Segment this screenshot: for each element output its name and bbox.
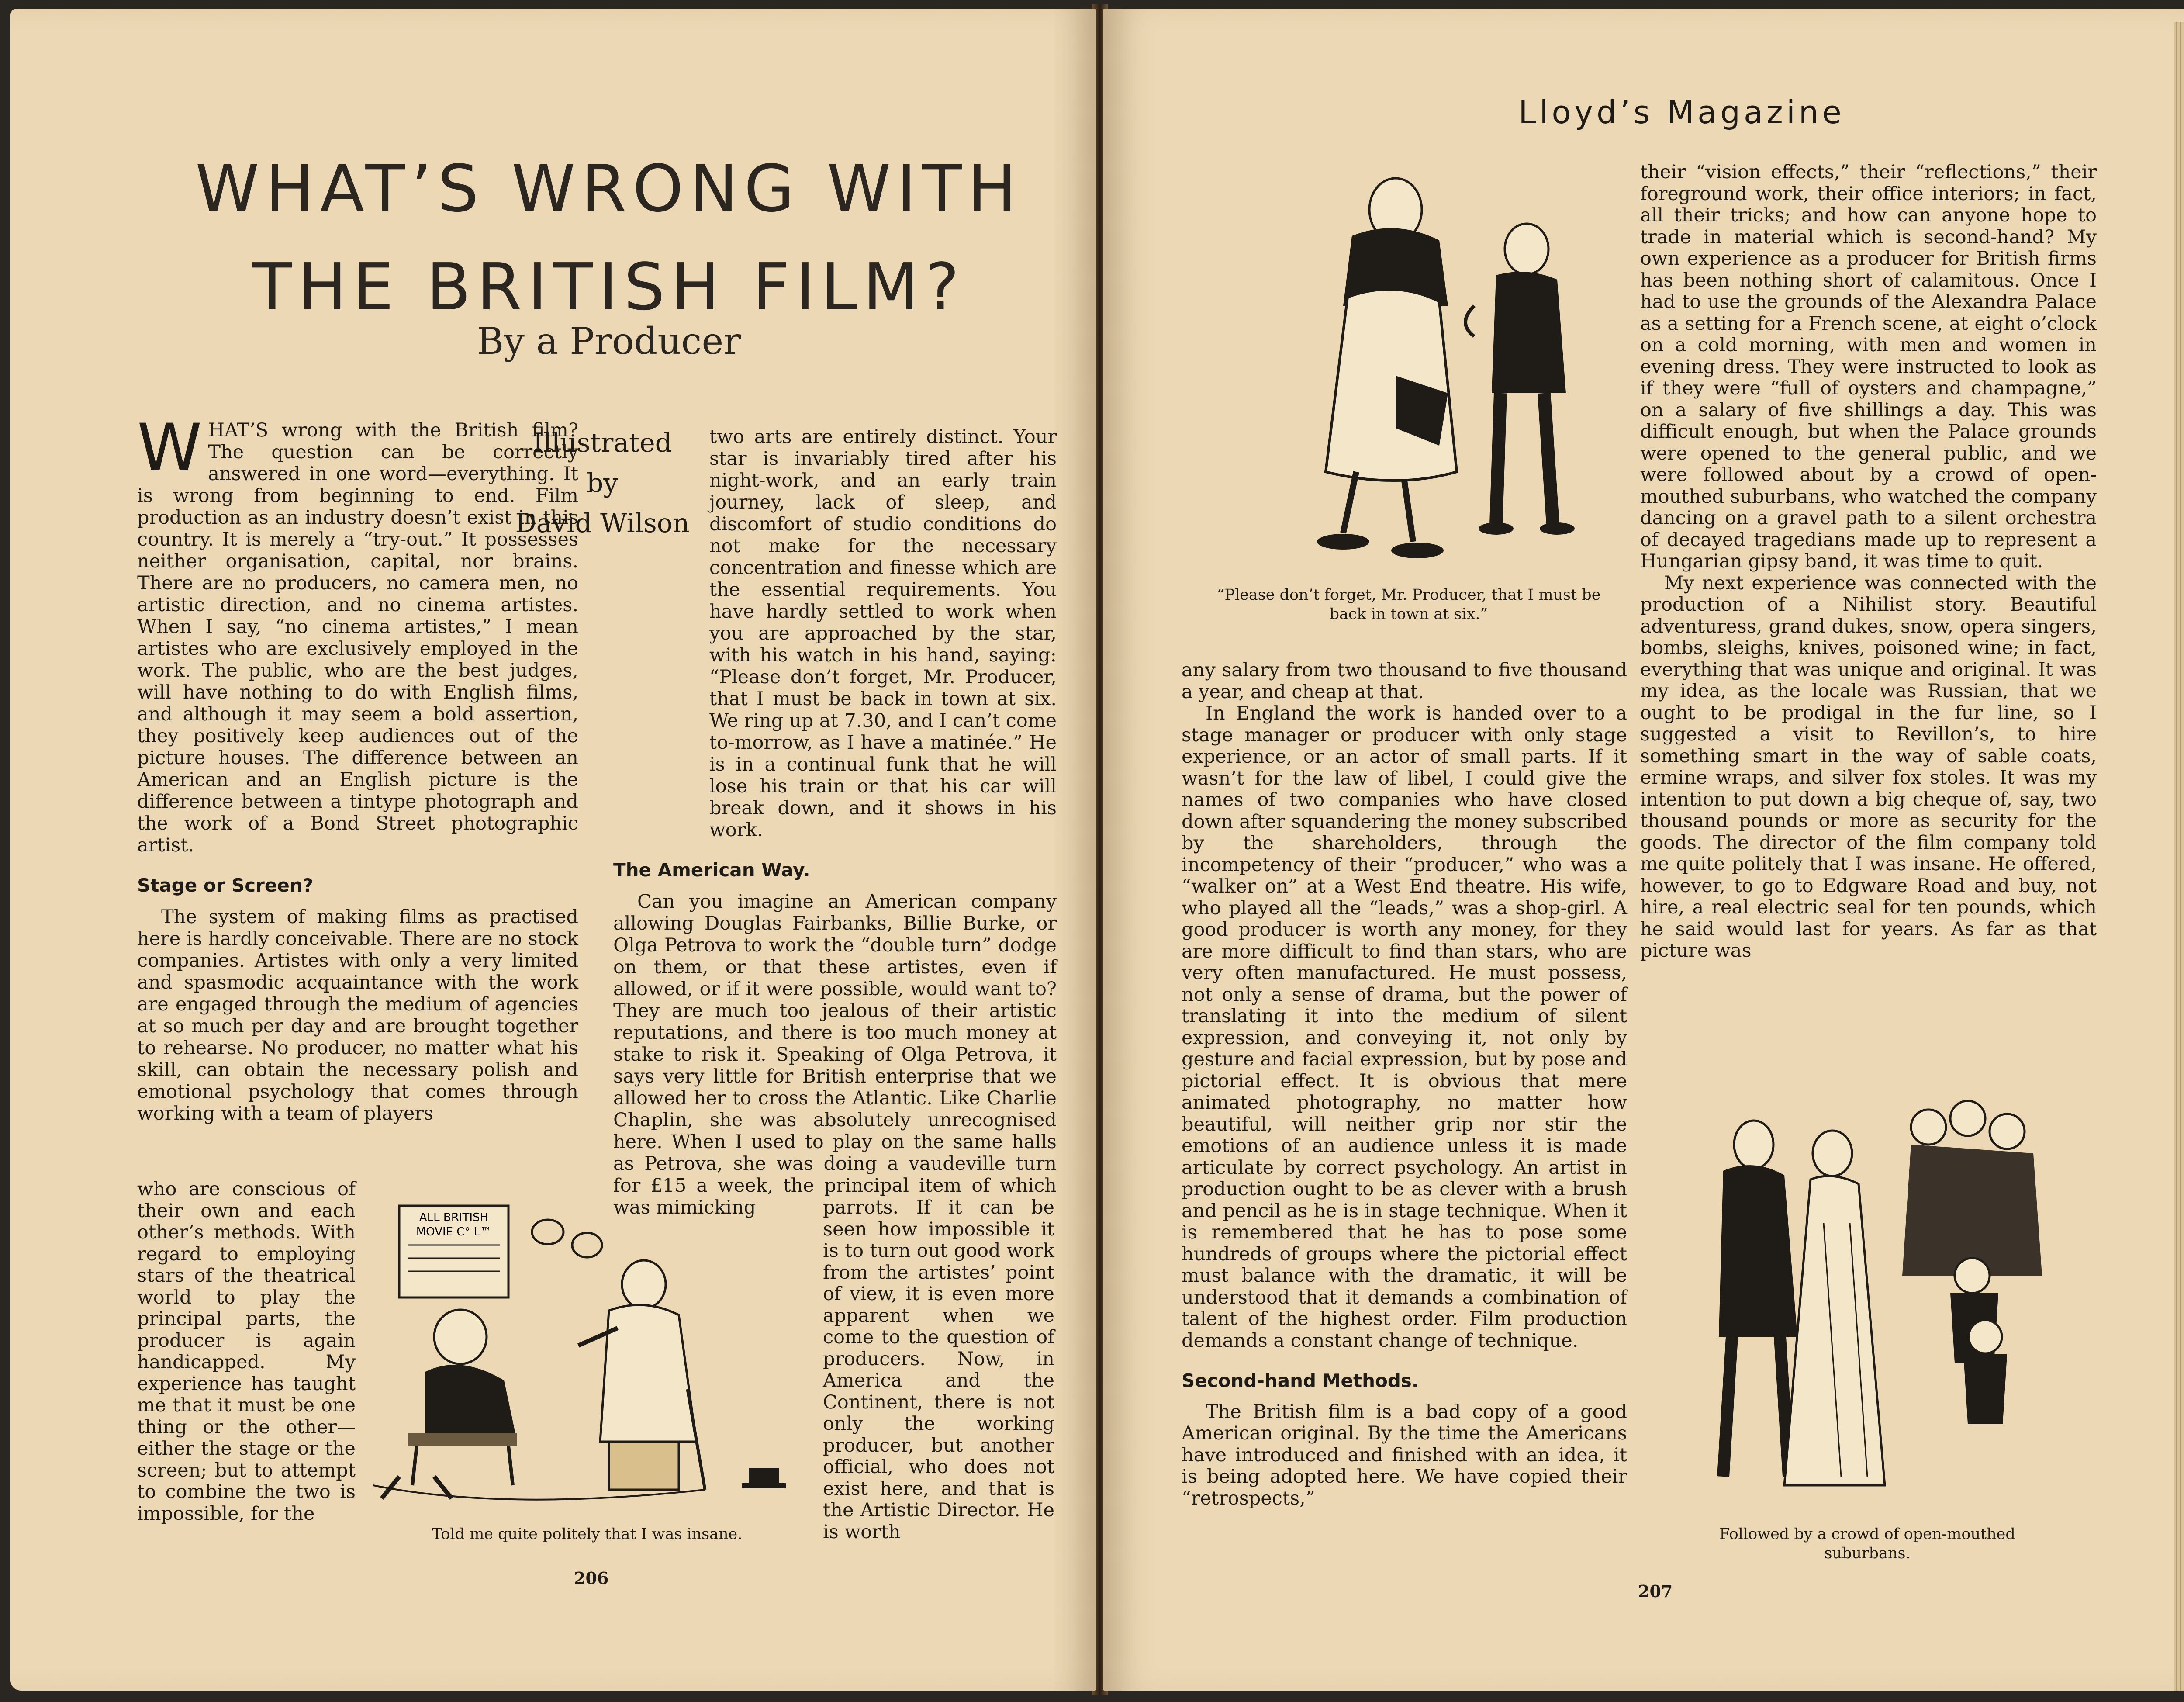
column-1 <box>137 410 578 1124</box>
subheading-stage-or-screen: Stage or Screen? <box>137 875 314 896</box>
column-2 <box>613 426 1057 1218</box>
sign-text-line-1: ALL BRITISH <box>419 1211 489 1224</box>
credit-line-3: David Wilson <box>515 508 690 539</box>
page-number-right: 207 <box>1638 1581 1673 1601</box>
subheading-american-way: The American Way. <box>613 859 810 881</box>
nihilist-paragraph: My next experience was connected with the production of a Nihilist story. Beautiful adventuress, grand dukes, snow, opera singers, bombs, sleighs, knives, poisoned wine; in fact, everything that was unique and original. It was my idea, as the locale was Russian, that we ought to be prodigal in the fur line, so I suggested a visit to Revillon’s, to hire something smart in the way of sable coats, ermine wraps, and silver fox stoles. It was my intention to put down a big cheque of, say, two thousand pounds or more as security for the goods. The director of the film company told me quite politely that I was insane. He offered, however, to go to Edgware Road and buy, not hire, a real electric seal for ten pounds, which he said would last for years. As far as that picture was <box>1640 572 2097 962</box>
subheading-second-hand: Second-hand Methods. <box>1182 1370 1419 1391</box>
column-4 <box>1640 162 2097 962</box>
sign-text-line-2: MOVIE C° L™ <box>416 1225 492 1238</box>
magazine-masthead: Lloyd’s Magazine <box>1518 94 1845 131</box>
american-paragraph-continued: parrots. If it can be seen how impossible it is to turn out good work from the artistes’ point of view, it is even more apparent when we come to the question of producers. Now, in America and the Continent, there is not only the working producer, but another official, who does not exist here, and that is the Artistic Director. He is worth <box>823 1197 1054 1543</box>
american-paragraph: Can you imagine an American company allowing Douglas Fairbanks, Billie Burke, or Olga Petrova to work the “double turn” dodge on them, or that these artistes, even if allowed, or if it were possible, would want to? They are much too jealous of their artistic reputations, and there is too much money at stake to risk it. Speaking of Olga Petrova, it says very little for British enterprise that we allowed her to cross the Atlantic. Like Charlie Chaplin, she was absolutely unrecognised here. When I used to play on the same halls as Petrova, she was doing a vaudeville turn for £15 a week, the principal item of which was mimicking <box>613 891 1057 1218</box>
top-illustration-caption: “Please don’t forget, Mr. Producer, that I must be back in town at six.” <box>1216 586 1601 623</box>
column-1-narrow <box>137 1179 356 1525</box>
tricks-paragraph: their “vision effects,” their “reflections,” their foreground work, their office interiors; in fact, all their tricks; and how can anyone hope to trade in material which is second-hand? My own experience as a producer for British firms has been nothing short of calamitous. Once I had to use the grounds of the Alexandra Palace as a setting for a French scene, at eight o’clock on a cold morning, with men and women in evening dress. They were instructed to look as if they were “full of oysters and champagne,” on a salary of five shillings a day. This was difficult enough, but when the Palace grounds were opened to the general public, and we were followed about by a crowd of open-mouthed suburbans, who watched the company dancing on a gravel path to a silent orchestra of decayed tragedians made up to represent a Hungarian gipsy band, it was time to quit. <box>1640 161 2097 572</box>
illustration-caption: Told me quite politely that I was insane. <box>432 1526 743 1543</box>
column-2-narrow <box>823 1197 1054 1543</box>
copy-paragraph: The British film is a bad copy of a good American original. By the time the Americans have introduced and finished with an idea, it is being adopted here. We have copied their “retrospects,” <box>1182 1401 1627 1509</box>
bottom-illustration-caption: Followed by a crowd of open-mouthed suburbans. <box>1719 1526 2015 1562</box>
byline: By a Producer <box>477 320 741 363</box>
star-paragraph: two arts are entirely distinct. Your star is invariably tired after his night-work, and an early train journey, lack of sleep, and discomfort of studio conditions do not make for the necessary concentration and finesse which are the essential requirements. You have hardly settled to work when you are approached by the star, with his watch in his hand, saying: “Please don’t forget, Mr. Producer, that I must be back in town at six. We ring up at 7.30, and I can’t come to-morrow, as I have a matinée.” He is in a continual funk that he will lose his train or that his car will break down, and it shows in his work. <box>709 426 1057 841</box>
article-headline <box>142 140 1076 336</box>
page-number-left: 206 <box>574 1568 609 1588</box>
drop-cap: W <box>137 410 202 486</box>
headline-line-1: WHAT’S WRONG WITH <box>195 151 1023 226</box>
salary-paragraph: any salary from two thousand to five thousand a year, and cheap at that. <box>1182 659 1627 703</box>
stage-paragraph-continued: who are conscious of their own and each other’s methods. With regard to employing stars of the theatrical world to play the principal parts, the producer is again handicapped. My experience has taught me that it must be one thing or the other—either the stage or the screen; but to attempt to combine the two is impossible, for the <box>137 1178 356 1525</box>
page-edges <box>2174 22 2184 1691</box>
headline-line-2: THE BRITISH FILM? <box>252 249 966 325</box>
column-3 <box>1182 660 1627 1509</box>
credit-line-1: Illustrated <box>532 428 672 458</box>
star-with-watch-illustration <box>1212 166 1605 585</box>
intro-paragraph: HAT’S wrong with the British film? The question can be correctly answered in one word—everything. It is wrong from beginning to end. Film production as an industry doesn’t exist in this country. It is merely a “try-out.” It possesses neither organisation, capital, nor brains. There are no producers, no camera men, no artistic direction, and no cinema artistes. When I say, “no cinema artistes,” I mean artistes who are exclusively employed in the work. The public, who are the best judges, will have nothing to do with English films, and although it may seem a bold assertion, they positively keep audiences out of the picture houses. The difference between an American and an English picture is the difference between a tintype photograph and the work of a Bond Street photographic artist. <box>137 419 578 856</box>
right-page <box>1103 9 2184 1691</box>
stage-paragraph: The system of making films as practised here is hardly conceivable. There are no stock companies. Artistes with only a very limited and spasmodic acquaintance with the work are engaged through the medium of agencies at so much per day and are brought together to rehearse. No producer, no matter what his skill, can obtain the necessary polish and emotional psychology that comes through working with a team of players <box>137 906 578 1124</box>
credit-line-2: by <box>586 468 619 498</box>
england-paragraph: In England the work is handed over to a stage manager or producer with only stage experience, or an actor of small parts. If it wasn’t for the law of libel, I could give the names of two companies who have closed down after squandering the money subscribed by the shareholders, through the incompetency of their “producer,” who was a “walker on” at a West End theatre. His wife, who played all the “leads,” was a shop-girl. A good producer is worth any money, for they are more difficult to find than stars, who are very often manufactured. He must possess, not only a sense of drama, but the power of translating it into the medium of silent expression, and conveying it, not only by gesture and facial expression, but by pose and pictorial effect. It is obvious that mere animated photography, no matter how beautiful, will neither grip nor stir the emotions of an audience unless it is made articulate by correct psychology. An artist in production ought to be as clever with a brush and pencil as he is in stage technique. When it is remembered that he has to pose some hundreds of groups where the pictorial effect must balance with the dramatic, it will be understood that it demands a combination of talent of the highest order. Film production demands a constant change of technique. <box>1182 702 1627 1352</box>
left-page <box>10 9 1096 1691</box>
producer-and-director-illustration <box>373 1197 819 1512</box>
dancing-couple-and-crowd-illustration <box>1684 1092 2077 1512</box>
